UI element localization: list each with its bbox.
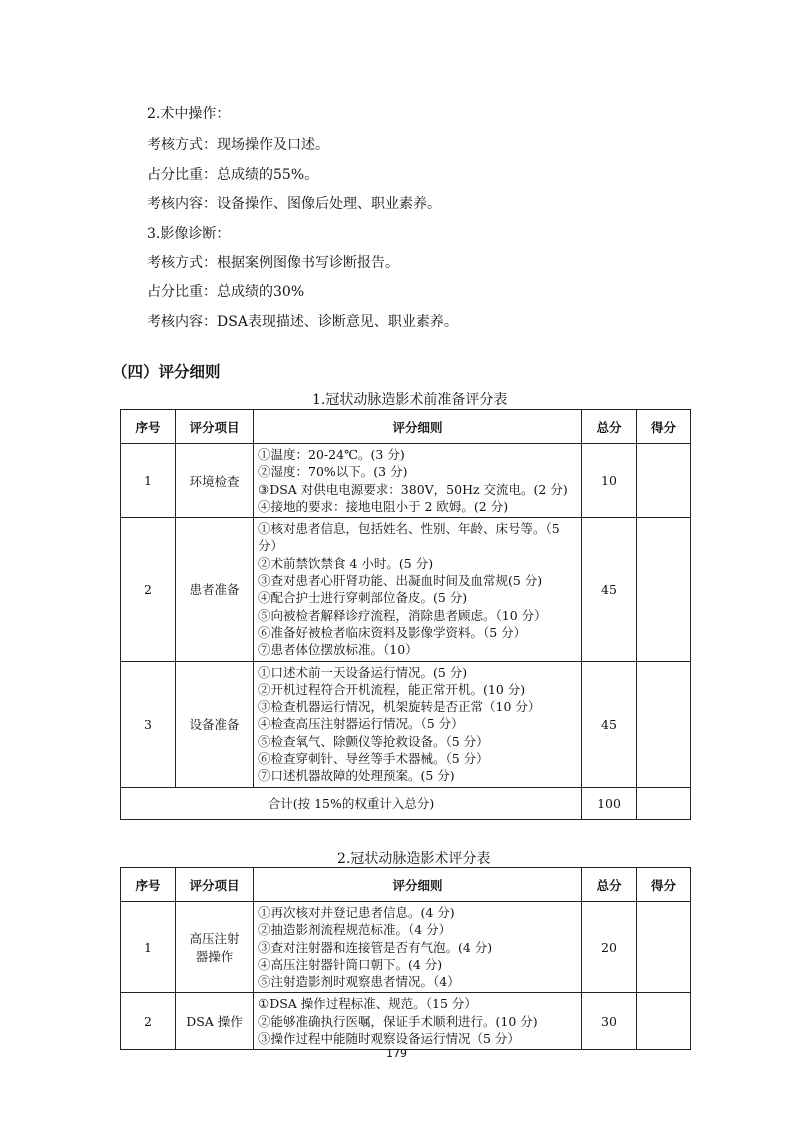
intro-line-8: 考核内容：DSA表现描述、诊断意见、职业素养。: [147, 314, 458, 330]
row-no: 2: [121, 518, 176, 661]
detail-line: ③查对注射器和连接管是否有气泡。(4 分): [258, 939, 493, 955]
intro-line-3: 占分比重：总成绩的55%。: [147, 167, 319, 183]
row-item: [176, 902, 254, 993]
row-item: 设备准备: [176, 661, 254, 787]
intro-line-5: 3.影像诊断：: [147, 226, 231, 242]
item-line: 高压注射: [189, 931, 240, 947]
table2-header-score: 得分: [637, 868, 691, 902]
table1-header-total: 总分: [582, 410, 637, 444]
detail-line: ①口述术前一天设备运行情况。(5 分): [258, 664, 468, 680]
row-details: [254, 902, 582, 993]
detail-line: ①核对患者信息，包括姓名、性别、年龄、床号等。（5: [258, 521, 560, 537]
table2-header-no: 序号: [121, 868, 176, 902]
row-details: [254, 444, 582, 518]
detail-line: ⑥检查穿刺针、导丝等手术器械。（5 分）: [258, 751, 489, 767]
detail-line: ④接地的要求：接地电阻小于 2 欧姆。(2 分): [258, 498, 509, 514]
detail-line: ④高压注射器针筒口朝下。(4 分): [258, 956, 443, 972]
row-score-input[interactable]: [637, 444, 691, 518]
detail-line: ①再次核对并登记患者信息。(4 分): [258, 905, 455, 920]
detail-line: ④配合护士进行穿刺部位备皮。(5 分): [258, 590, 468, 606]
detail-line: ②抽造影剂流程规范标准。（4 分）: [258, 922, 452, 938]
intro-line-7: 占分比重：总成绩的30%: [147, 284, 305, 300]
total-score-input[interactable]: [637, 787, 691, 819]
intro-line-1: 2.术中操作：: [147, 106, 231, 122]
table2-header-details: 评分细则: [254, 868, 582, 902]
row-no: 1: [121, 902, 176, 993]
table-row: [121, 518, 691, 661]
table-row: [121, 902, 691, 993]
row-details: [254, 518, 582, 661]
table-row: [121, 993, 691, 1050]
row-score-input[interactable]: [637, 518, 691, 661]
table1: [120, 409, 691, 820]
row-total: 20: [582, 902, 637, 993]
table2-header-item: 评分项目: [176, 868, 254, 902]
table1-total-row: [121, 787, 691, 819]
row-score-input[interactable]: [637, 661, 691, 787]
table2: [120, 867, 691, 1050]
total-label: 合计(按 15%的权重计入总分): [121, 787, 582, 819]
detail-line: ③查对患者心肝肾功能、出凝血时间及血常规(5 分): [258, 573, 543, 589]
table2-header-total: 总分: [582, 868, 637, 902]
total-score: 100: [582, 787, 637, 819]
table1-header-item: 评分项目: [176, 410, 254, 444]
detail-line: ③DSA 对供电电源要求：380V，50Hz 交流电。(2 分): [258, 481, 568, 497]
row-total: 10: [582, 444, 637, 518]
table2-header-row: [121, 868, 691, 902]
intro-line-2: 考核方式：现场操作及口述。: [147, 137, 329, 153]
item-line: DSA 操作: [186, 1014, 243, 1030]
row-total: 30: [582, 993, 637, 1050]
row-total: 45: [582, 661, 637, 787]
table2-caption: 2.冠状动脉造影术评分表: [337, 851, 491, 867]
table1-header-score: 得分: [637, 410, 691, 444]
intro-line-4: 考核内容：设备操作、图像后处理、职业素养。: [147, 196, 441, 212]
detail-line: 分）: [258, 538, 284, 554]
detail-line: ⑦口述机器故障的处理预案。(5 分): [258, 768, 455, 784]
intro-line-6: 考核方式：根据案例图像书写诊断报告。: [147, 255, 399, 271]
row-no: 1: [121, 444, 176, 518]
row-score-input[interactable]: [637, 902, 691, 993]
detail-line: ⑥准备好被检者临床资料及影像学资料。（5 分）: [258, 624, 527, 640]
detail-line: ②术前禁饮禁食 4 小时。(5 分): [258, 555, 434, 571]
detail-line: ②能够准确执行医嘱，保证手术顺利进行。(10 分): [258, 1013, 538, 1029]
table-row: [121, 661, 691, 787]
item-line: 器操作: [195, 949, 234, 965]
detail-line: ②开机过程符合开机流程，能正常开机。(10 分): [258, 681, 526, 697]
table1-header-row: [121, 410, 691, 444]
row-details: [254, 993, 582, 1050]
detail-line: ③操作过程中能随时观察设备运行情况（5 分）: [258, 1031, 520, 1047]
table1-caption: 1.冠状动脉造影术前准备评分表: [312, 392, 508, 408]
row-score-input[interactable]: [637, 993, 691, 1050]
row-total: 45: [582, 518, 637, 661]
table-row: [121, 444, 691, 518]
row-details: [254, 661, 582, 787]
detail-line: ④检查高压注射器运行情况。（5 分）: [258, 716, 464, 732]
table1-header-details: 评分细则: [254, 410, 582, 444]
detail-line: ①DSA 操作过程标准、规范。（15 分）: [258, 996, 477, 1012]
row-item: 患者准备: [176, 518, 254, 661]
detail-line: ⑦患者体位摆放标准。（10）: [258, 642, 418, 658]
detail-line: ⑤注射造影剂时观察患者情况。（4）: [258, 974, 460, 990]
row-no: 3: [121, 661, 176, 787]
table1-header-no: 序号: [121, 410, 176, 444]
row-item: 环境检查: [176, 444, 254, 518]
page-number: 179: [386, 1047, 407, 1060]
detail-line: ③检查机器运行情况，机架旋转是否正常（10 分）: [258, 699, 541, 715]
detail-line: ⑤检查氧气、除颤仪等抢救设备。（5 分）: [258, 733, 489, 749]
row-no: 2: [121, 993, 176, 1050]
detail-line: ②湿度：70%以下。(3 分): [258, 464, 408, 480]
section-heading: （四）评分细则: [112, 363, 221, 381]
detail-line: ①温度：20-24℃。(3 分): [258, 447, 405, 462]
detail-line: ⑤向被检者解释诊疗流程，消除患者顾虑。（10 分）: [258, 607, 547, 623]
row-item: [176, 993, 254, 1050]
